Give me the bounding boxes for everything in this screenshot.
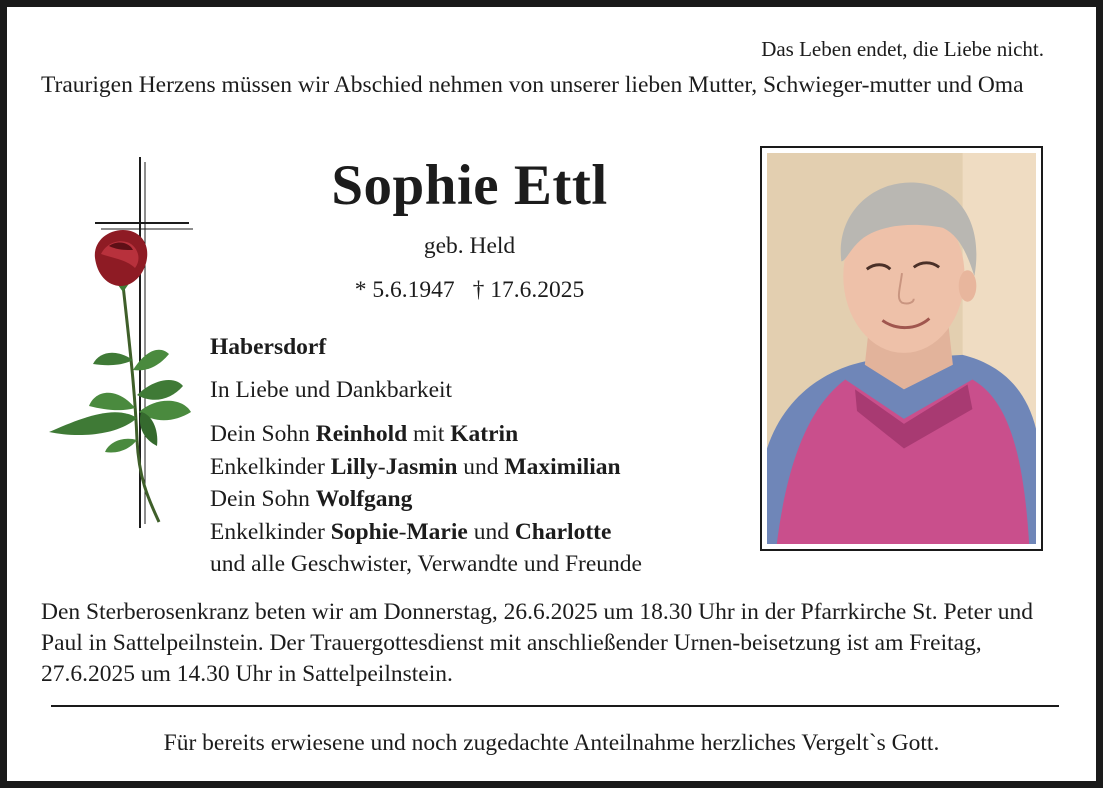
- cross-with-rose-icon: [37, 150, 197, 530]
- motto: Das Leben endet, die Liebe nicht.: [761, 37, 1044, 61]
- life-dates: [177, 277, 762, 304]
- service-info: Den Sterberosenkranz beten wir am Donnerstag, 26.6.2025 um 18.30 Uhr in der Pfarrkirche St. Peter und Paul in Sattelpeilnstein. Der Trauergottesdienst mit anschließender Urnen-beisetzung ist am Freitag, 27.6.2025 um 14.30 Uhr in Sattelpeilnstein.: [41, 599, 1033, 687]
- mourner-line: Dein Sohn Reinhold mit Katrin: [210, 421, 519, 447]
- mourners-list: [210, 418, 642, 581]
- mourner-line: und alle Geschwister, Verwandte und Freunde: [210, 551, 642, 577]
- mourner-line: Enkelkinder Sophie-Marie und Charlotte: [210, 518, 612, 545]
- divider: [51, 705, 1059, 707]
- death-date: † 17.6.2025: [472, 277, 585, 303]
- intro-text: Traurigen Herzens müssen wir Abschied nehmen von unserer lieben Mutter, Schwieger-mutter und Oma: [41, 72, 1024, 98]
- portrait-photo: [760, 146, 1043, 551]
- maiden-name: geb. Held: [423, 233, 516, 259]
- closing-thanks: Für bereits erwiesene und noch zugedachte Anteilnahme herzliches Vergelt`s Gott.: [163, 730, 940, 756]
- hometown: Habersdorf: [210, 334, 327, 360]
- deceased-name: Sophie Ettl: [331, 154, 608, 217]
- thanks-line: In Liebe und Dankbarkeit: [210, 377, 453, 403]
- mourner-line: Enkelkinder Lilly-Jasmin und Maximilian: [210, 453, 621, 480]
- birth-date: * 5.6.1947: [354, 277, 455, 303]
- mourner-line: Dein Sohn Wolfgang: [210, 486, 413, 512]
